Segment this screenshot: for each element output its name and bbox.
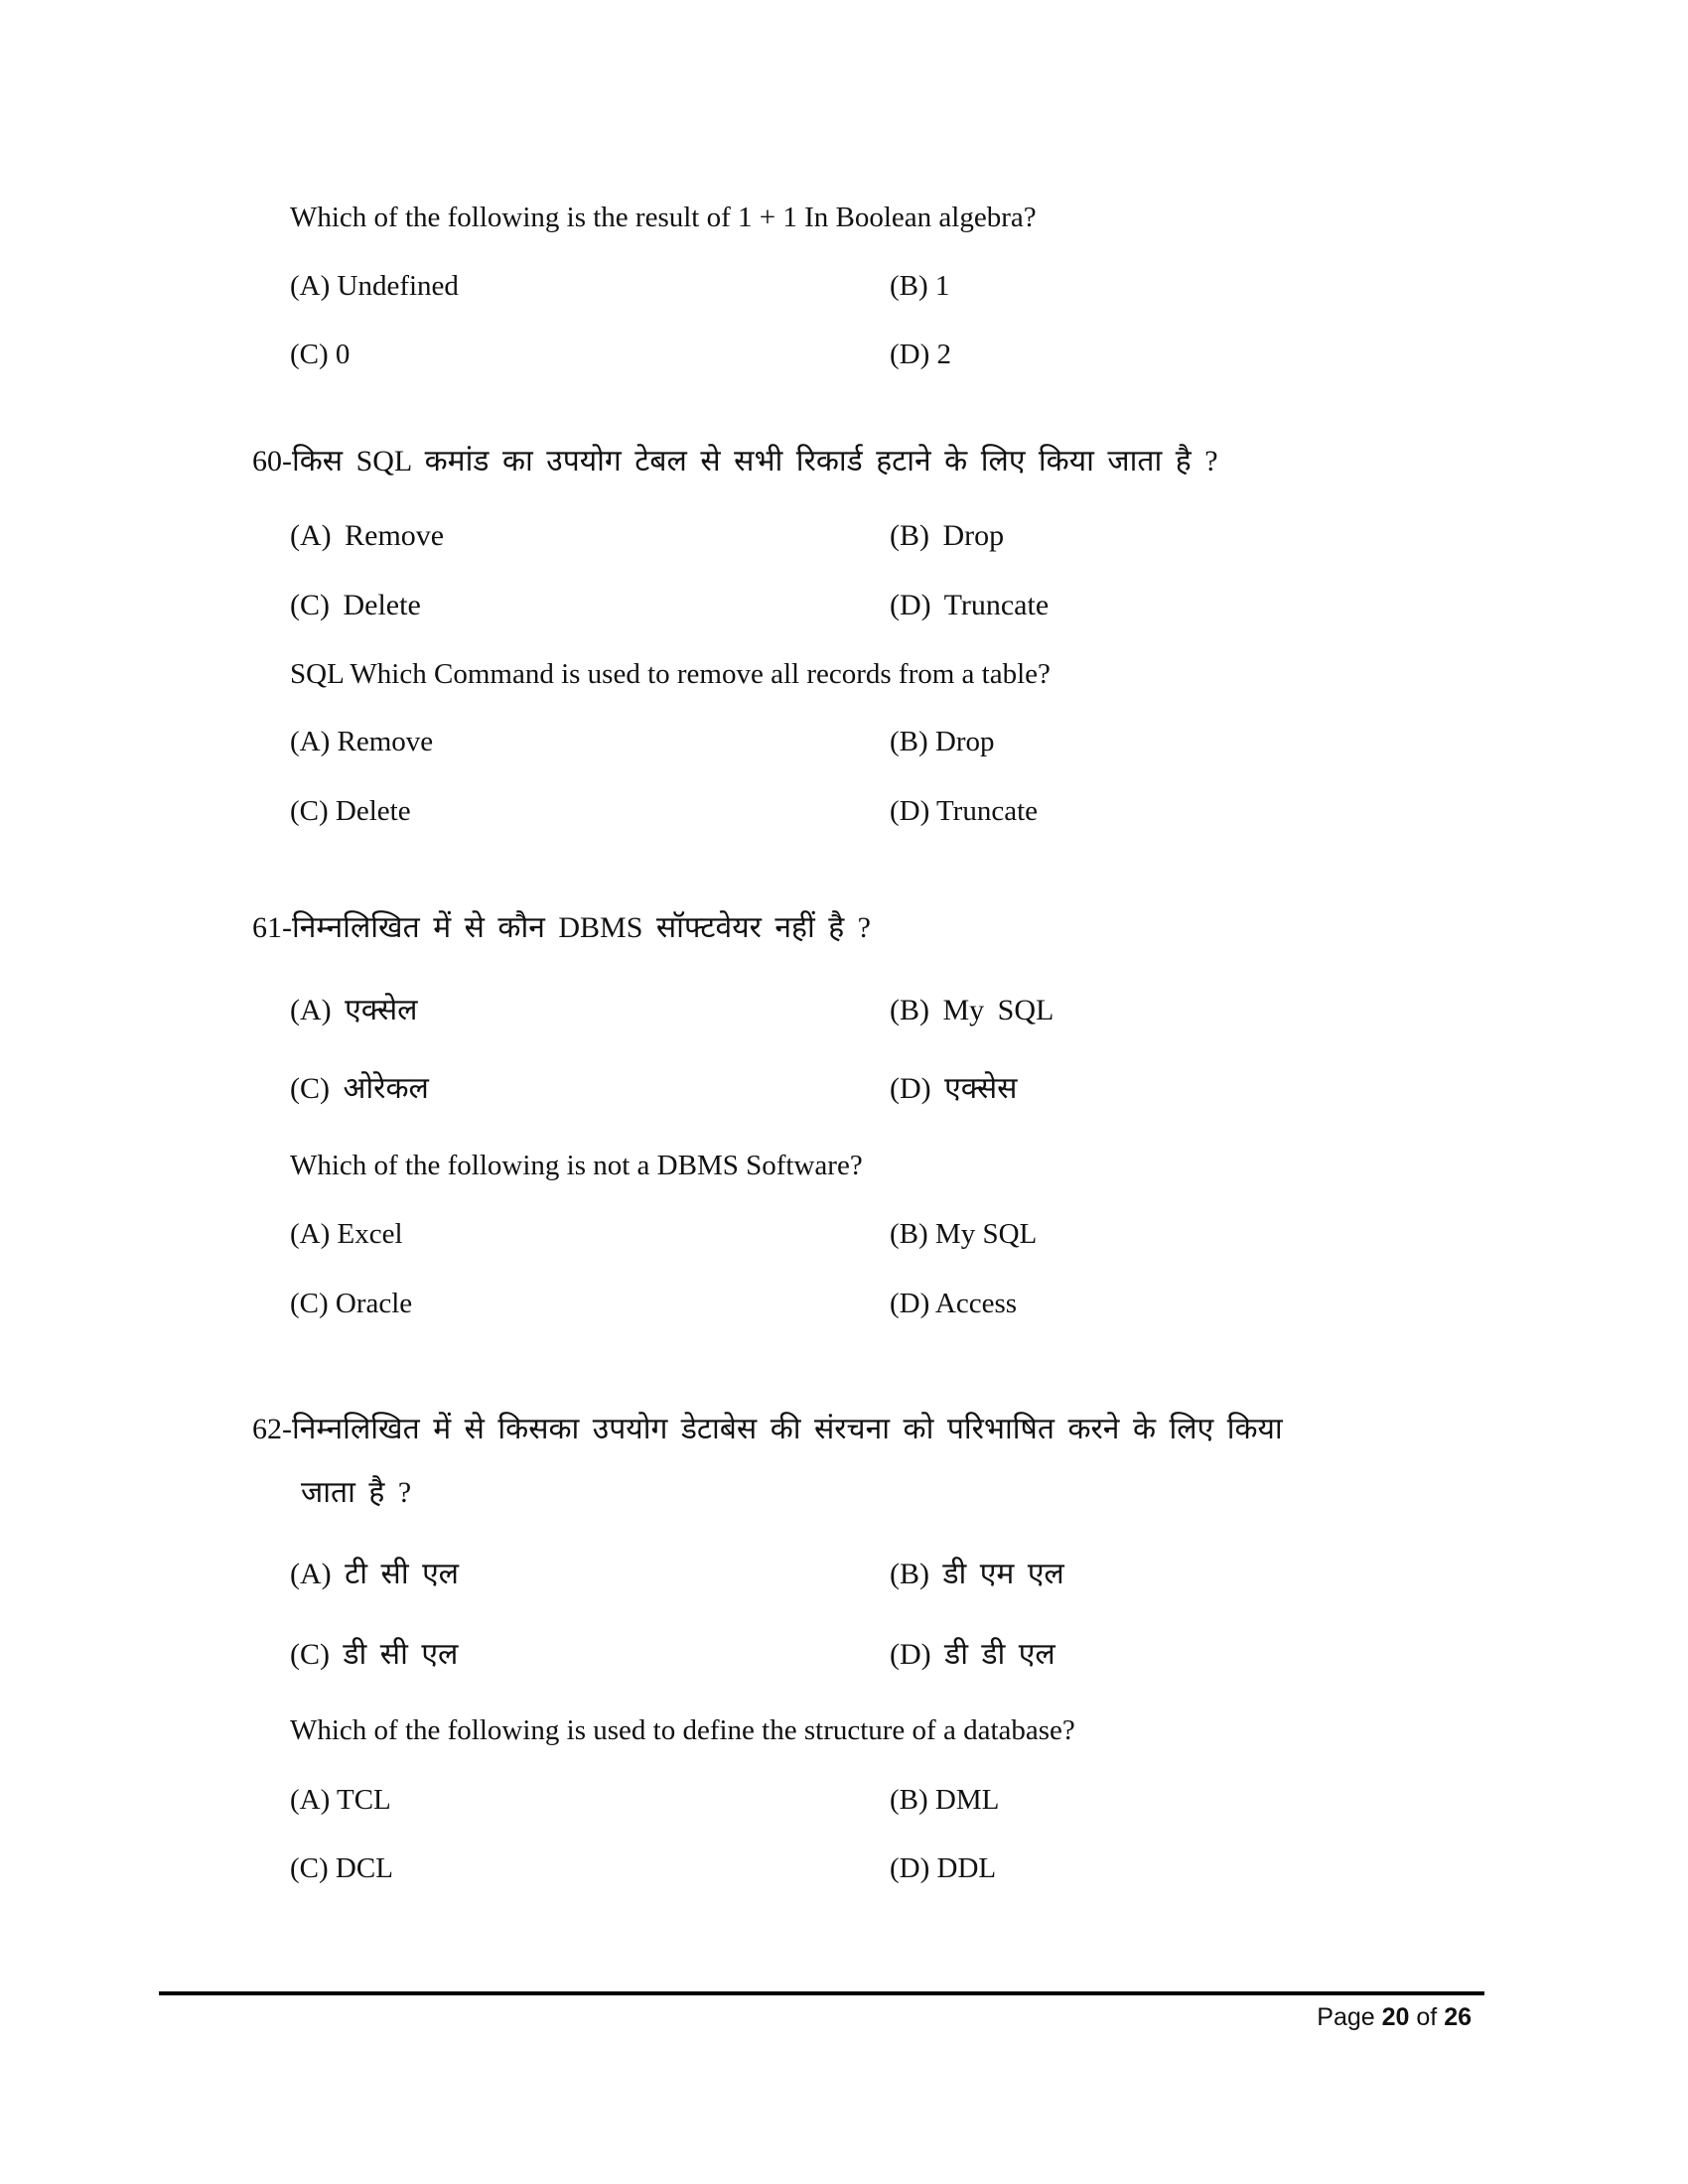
option-d: (D) 2 — [890, 339, 952, 370]
footer-divider — [159, 1991, 1484, 1995]
option-c: (C) 0 — [290, 339, 351, 370]
option-c: (C) डी सी एल — [290, 1638, 459, 1671]
option-b: (B) DML — [890, 1784, 1000, 1816]
option-c: (C) Oracle — [290, 1288, 413, 1319]
option-b: (B) Drop — [890, 726, 995, 757]
current-page: 20 — [1381, 2003, 1410, 2031]
page-label: Page — [1317, 2003, 1375, 2031]
question-text: 61-निम्नलिखित में से कौन DBMS सॉफ्टवेयर नहीं है ? — [252, 911, 871, 944]
option-a: (A) Remove — [290, 519, 445, 552]
option-a: (A) Undefined — [290, 270, 459, 302]
question-text: SQL Which Command is used to remove all records from a table? — [290, 658, 1051, 690]
option-a: (A) Excel — [290, 1218, 403, 1250]
option-c: (C) ओरेकल — [290, 1072, 429, 1105]
option-b: (B) My SQL — [890, 994, 1055, 1026]
question-text: 62-निम्नलिखित में से किसका उपयोग डेटाबेस की संरचना को परिभाषित करने के लिए किया — [252, 1413, 1283, 1445]
option-d: (D) Truncate — [890, 589, 1050, 621]
option-a: (A) टी सी एल — [290, 1558, 460, 1590]
option-c: (C) Delete — [290, 795, 411, 827]
option-a: (A) Remove — [290, 726, 434, 757]
total-pages: 26 — [1444, 2003, 1472, 2031]
question-text: Which of the following is the result of 1 + 1 In Boolean algebra? — [290, 202, 1037, 233]
option-b: (B) Drop — [890, 519, 1005, 552]
option-c: (C) DCL — [290, 1852, 393, 1884]
option-b: (B) My SQL — [890, 1218, 1038, 1250]
question-text: Which of the following is not a DBMS Software? — [290, 1150, 863, 1181]
page-number — [1317, 2003, 1472, 2032]
option-d: (D) Truncate — [890, 795, 1039, 827]
option-a: (A) TCL — [290, 1784, 391, 1816]
option-b: (B) डी एम एल — [890, 1558, 1064, 1590]
question-text: Which of the following is used to define the structure of a database? — [290, 1714, 1075, 1746]
option-d: (D) Access — [890, 1288, 1018, 1319]
of-label: of — [1416, 2003, 1438, 2031]
option-d: (D) DDL — [890, 1852, 997, 1884]
option-b: (B) 1 — [890, 270, 950, 302]
question-text: 60-किस SQL कमांड का उपयोग टेबल से सभी रिकार्ड हटाने के लिए किया जाता है ? — [252, 445, 1218, 478]
option-a: (A) एक्सेल — [290, 994, 418, 1026]
option-c: (C) Delete — [290, 589, 421, 621]
option-d: (D) एक्सेस — [890, 1072, 1018, 1105]
question-text-continued: जाता है ? — [301, 1476, 412, 1509]
option-d: (D) डी डी एल — [890, 1638, 1055, 1671]
